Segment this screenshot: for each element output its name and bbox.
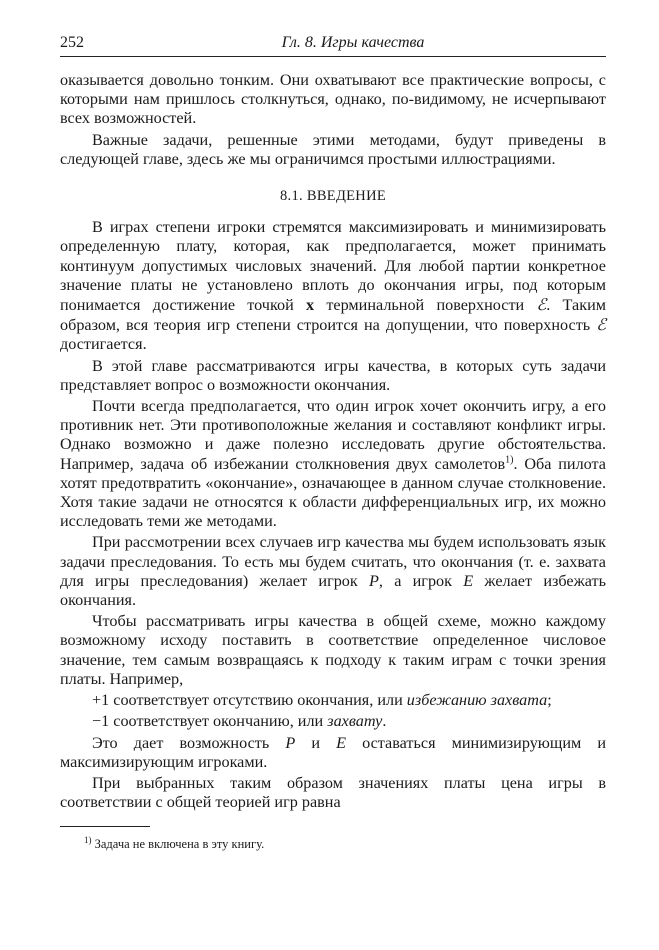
footnote-rule	[60, 826, 150, 827]
terminal-surface-symbol: ℰ	[536, 295, 547, 315]
player-e: E	[336, 733, 346, 752]
paragraph: В этой главе рассматриваются игры качества, в которых суть задачи представляет вопрос о возможности окончания.	[60, 356, 606, 394]
footnote	[60, 837, 606, 852]
footnote-mark: 1)	[84, 835, 92, 846]
paragraph: Важные задачи, решенные этими методами, будут приведены в следующей главе, здесь же мы ограничимся простыми иллюстрациями.	[60, 130, 606, 168]
paragraph: Чтобы рассматривать игры качества в общей схеме, можно каждому возможному исходу поставить в соответствие определенное числовое значение, тем самым возвращаясь к подходу к таким играм с точки зрения платы. Например,	[60, 612, 606, 688]
paragraph: Это дает возможность P и E оставаться минимизирующим и максимизирующим игроками.	[60, 733, 607, 771]
page-header	[60, 30, 606, 54]
player-p: P	[369, 571, 379, 590]
paragraph: В играх степени игроки стремятся максимизировать и минимизировать определенную плату, которая, как предполагается, может принимать континуум допустимых числовых значений. Для любой партии конкретное значение платы не установлено вплоть до окончания игры, под которым понимается достижение точкой x терминальной поверхности ℰ. Таким образом, вся теория игр степени строится на допущении, что поверхность ℰ достигается.	[60, 218, 606, 354]
payoff-formula-minus: −1 соответствует окончанию, или захвату.	[92, 712, 387, 731]
footnote-mark: 1)	[505, 454, 514, 466]
book-page	[60, 30, 606, 852]
point-x: x	[306, 296, 315, 315]
header-rule	[60, 56, 606, 57]
paragraph: При выбранных таким образом значениях платы цена игры в соответствии с общей теорией игр равна	[60, 773, 606, 812]
paragraph-continued: оказывается довольно тонким. Они охватывают все практические вопросы, с которыми нам пришлось столкнуться, однако, по-видимому, не исчерпывают всех возможностей.	[60, 71, 606, 128]
footnote-text: Задача не включена в эту книгу.	[91, 837, 265, 852]
body-text	[60, 71, 606, 812]
player-p: P	[285, 733, 296, 752]
terminal-surface-symbol: ℰ	[596, 315, 606, 335]
running-head: Гл. 8. Игры качества	[281, 34, 425, 51]
player-e: E	[463, 571, 474, 590]
payoff-formula-plus: +1 соответствует отсутствию окончания, или избежанию захвата;	[92, 691, 552, 710]
page-number: 252	[60, 34, 84, 51]
paragraph: Почти всегда предполагается, что один игрок хочет окончить игру, а его противник нет. Эти противоположные желания и составляют конфликт игры. Однако возможно и даже полезно исследовать другие обстоятельства. Например, задача об избежании столкновения двух самолетов$^{1)}$. Оба пилота хотят предотвратить «окончание», означающее в данном случае столкновение. Хотя такие задачи не относятся к области дифференциальных игр, их можно исследовать теми же методами.	[60, 397, 606, 531]
section-title: 8.1. ВВЕДЕНИЕ	[279, 188, 387, 205]
paragraph: При рассмотрении всех случаев игр качества мы будем использовать язык задачи преследования. То есть мы будем считать, что окончания (т. е. захвата для игры преследования) желает игрок P, а игрок E желает избежать окончания.	[60, 533, 606, 610]
